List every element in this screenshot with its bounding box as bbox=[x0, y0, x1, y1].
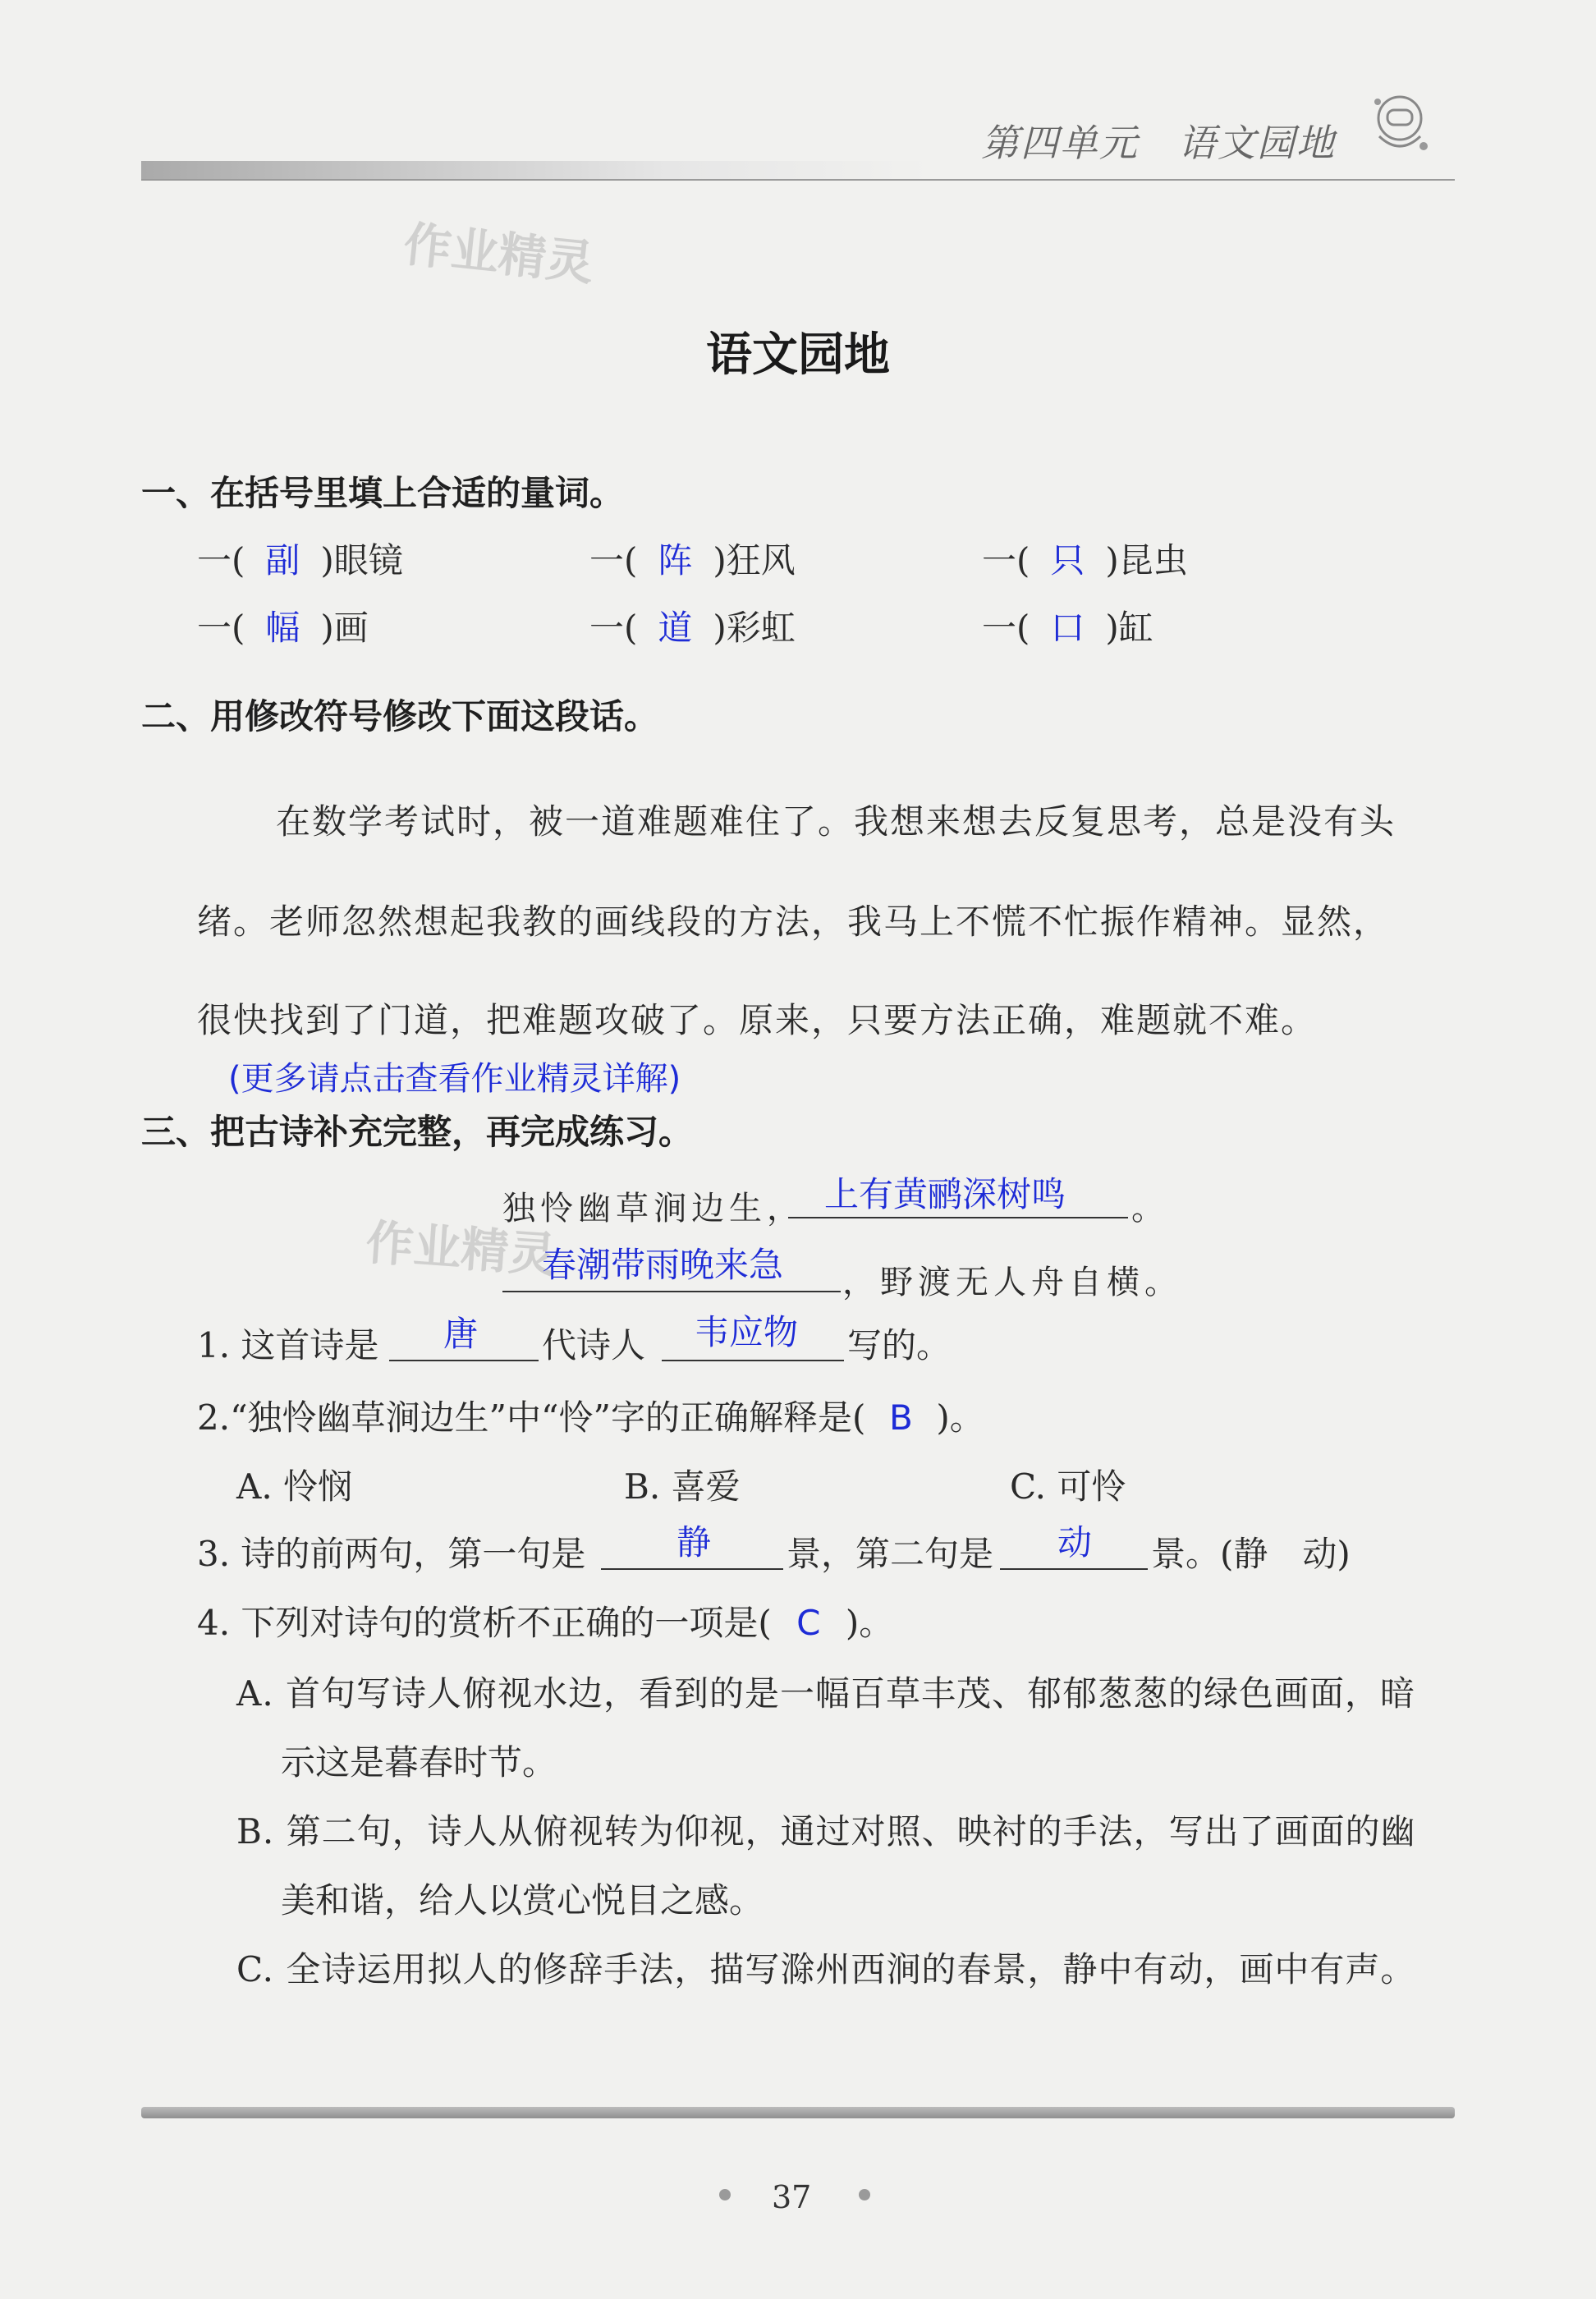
q4-option-a-cont: 示这是暮春时节。 bbox=[281, 1742, 557, 1783]
unit-title: 第四单元 语文园地 bbox=[981, 121, 1336, 165]
q2-text: 2.“独怜幽草涧边生”中“怜”字的正确解释是( B )。 bbox=[197, 1397, 984, 1438]
q2-answer: B bbox=[888, 1397, 913, 1438]
measure-item: 一( 副 )眼镜 bbox=[197, 534, 403, 583]
measure-item: 一( 道 )彩虹 bbox=[589, 601, 796, 650]
q4-option-c: C. 全诗运用拟人的修辞手法，描写滁州西涧的春景，静中有动，画中有声。 bbox=[236, 1949, 1416, 1989]
q1-text-c: 写的。 bbox=[847, 1325, 952, 1365]
blank-line bbox=[1000, 1568, 1148, 1570]
watermark: 作业精灵 bbox=[401, 216, 597, 291]
measure-item: 一( 只 )昆虫 bbox=[982, 534, 1188, 583]
q4-option-a: A. 首句写诗人俯视水边，看到的是一幅百草丰茂、郁郁葱葱的绿色画面，暗 bbox=[236, 1673, 1416, 1714]
q3-text-b: 景，第二句是 bbox=[787, 1534, 994, 1574]
blank-line bbox=[601, 1568, 783, 1570]
q3-text-c: 景。(静 动) bbox=[1151, 1534, 1351, 1574]
poem-answer-1: 上有黄鹂深树鸣 bbox=[824, 1174, 1066, 1214]
q4-option-b-cont: 美和谐，给人以赏心悦目之感。 bbox=[281, 1880, 764, 1920]
poem-answer-2: 春潮带雨晚来急 bbox=[542, 1245, 784, 1285]
paragraph-line: 在数学考试时，被一道难题难住了。我想来想去反复思考，总是没有头 bbox=[276, 801, 1396, 842]
page-number: 37 bbox=[772, 2179, 812, 2215]
paragraph-line: 很快找到了门道，把难题攻破了。原来，只要方法正确，难题就不难。 bbox=[197, 1000, 1318, 1040]
answer: 阵 bbox=[658, 540, 693, 580]
q3-answer-1: 静 bbox=[676, 1522, 712, 1562]
section2-heading: 二、用修改符号修改下面这段话。 bbox=[141, 696, 659, 737]
section1-heading: 一、在括号里填上合适的量词。 bbox=[141, 473, 625, 513]
footer-dot bbox=[719, 2189, 731, 2200]
answer: 道 bbox=[658, 608, 693, 648]
measure-item: 一( 阵 )狂风 bbox=[589, 534, 796, 583]
measure-item: 一( 口 )缸 bbox=[982, 601, 1153, 650]
blank-line bbox=[502, 1291, 841, 1292]
answer: 只 bbox=[1050, 540, 1085, 580]
q3-answer-2: 动 bbox=[1057, 1522, 1093, 1562]
q4-text: 4. 下列对诗句的赏析不正确的一项是( C )。 bbox=[197, 1603, 894, 1643]
poem-line-1-text: 独怜幽草涧边生， bbox=[502, 1190, 805, 1228]
poem-line-1-end: 。 bbox=[1131, 1190, 1169, 1228]
q3-text-a: 3. 诗的前两句，第一句是 bbox=[197, 1534, 586, 1574]
blank-line bbox=[662, 1360, 844, 1361]
q1-answer-2: 韦应物 bbox=[695, 1312, 799, 1352]
q1-text-b: 代诗人 bbox=[542, 1325, 646, 1365]
q2-option-b: B. 喜爱 bbox=[624, 1466, 741, 1507]
blank-line bbox=[389, 1360, 539, 1361]
watermark: 作业精灵 bbox=[364, 1214, 558, 1283]
footer-dot bbox=[859, 2189, 870, 2200]
q1-answer-1: 唐 bbox=[443, 1314, 479, 1354]
section3-heading: 三、把古诗补充完整，再完成练习。 bbox=[141, 1112, 694, 1152]
answer: 口 bbox=[1050, 608, 1085, 648]
answer: 幅 bbox=[265, 608, 300, 648]
q4-option-b: B. 第二句，诗人从俯视转为仰视，通过对照、映衬的手法，写出了画面的幽 bbox=[236, 1811, 1416, 1852]
measure-item: 一( 幅 )画 bbox=[197, 601, 369, 650]
more-details-link[interactable]: (更多请点击查看作业精灵详解) bbox=[228, 1060, 681, 1098]
q2-option-c: C. 可怜 bbox=[1010, 1466, 1126, 1507]
q4-answer: C bbox=[796, 1603, 821, 1643]
q2-option-a: A. 怜悯 bbox=[236, 1466, 353, 1507]
page-title: 语文园地 bbox=[706, 328, 890, 382]
paragraph-line: 绪。老师忽然想起我教的画线段的方法，我马上不慌不忙振作精神。显然， bbox=[197, 902, 1390, 942]
q1-text-a: 1. 这首诗是 bbox=[197, 1325, 379, 1365]
measure-word-grid bbox=[197, 534, 1429, 665]
poem-line-2-text: ，野渡无人舟自横。 bbox=[842, 1264, 1182, 1301]
footer-bar bbox=[141, 2107, 1455, 2118]
astronaut-icon bbox=[1363, 85, 1437, 159]
blank-line bbox=[788, 1217, 1128, 1218]
answer: 副 bbox=[265, 540, 300, 580]
